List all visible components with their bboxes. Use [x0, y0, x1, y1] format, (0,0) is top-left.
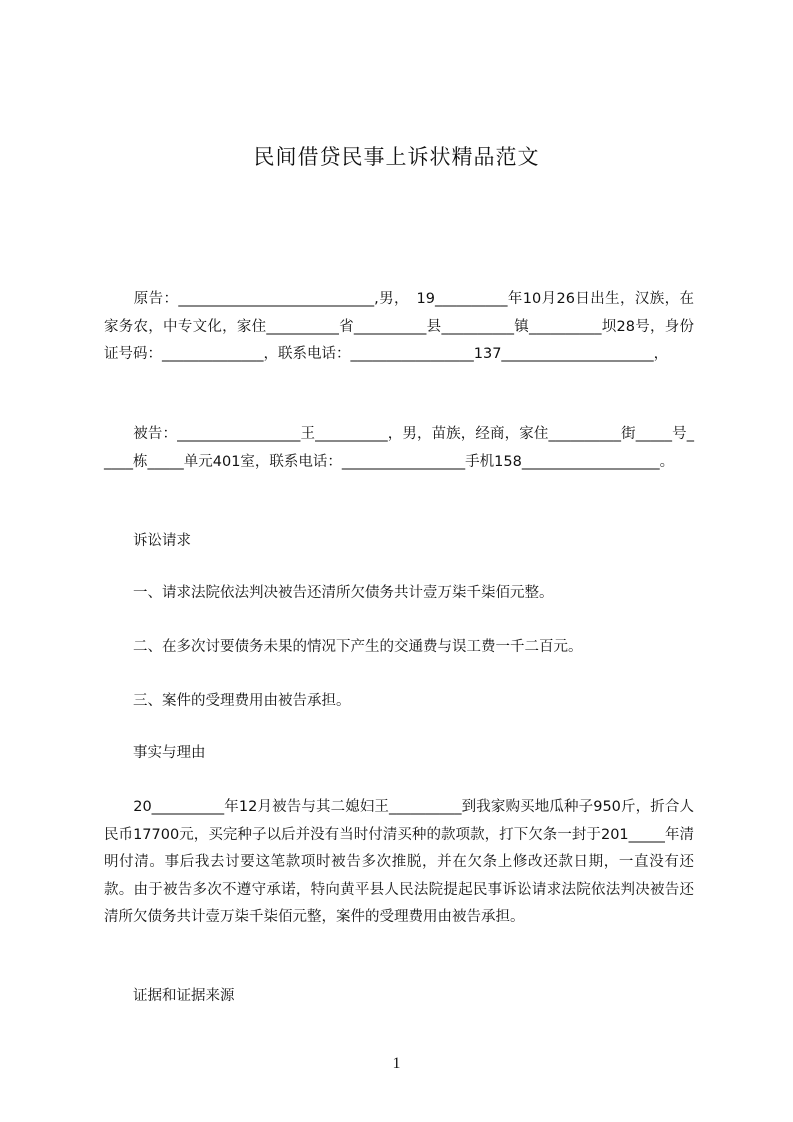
evidence-heading: 证据和证据来源	[104, 988, 235, 1004]
facts-paragraph: 20__________年12月被告与其二媳妇王__________到我家购买地瓜种子950斤，折合人民币17700元，买完种子以后并没有当时付清买种的款项款，打下欠条一封于201_____年清明付清。事后我去讨要这笔款项时被告多次推脱，并在欠条上修改还款日期，一直没有还款。由于被告多次不遵守承诺，特向黄平县人民法院提起民事诉讼请求法院依法判决被告还清所欠债务共计壹万柒千柒佰元整，案件的受理费用由被告承担。	[104, 799, 694, 925]
claim-item-3: 三、案件的受理费用由被告承担。	[104, 693, 351, 709]
page-title: 民间借贷民事上诉状精品范文	[253, 145, 540, 169]
claim-item-2: 二、在多次讨要债务未果的情况下产生的交通费与误工费一千二百元。	[104, 639, 583, 655]
plaintiff-paragraph: 原告：___________________________,男， 19__________年10月26日出生，汉族，在家务农，中专文化，家住__________省__________县__________镇__________坝28号，身份证号码：______________，联系电话：_________________137_____________________，	[104, 291, 694, 362]
claims-heading: 诉讼请求	[104, 533, 191, 549]
defendant-paragraph: 被告：_________________王__________，男，苗族，经商，家住__________街_____号_____栋_____单元401室，联系电话：_________________手机158___________________。	[104, 426, 694, 470]
claim-item-1: 一、请求法院依法判决被告还清所欠债务共计壹万柒千柒佰元整。	[104, 585, 554, 601]
page-number: 1	[392, 1055, 401, 1072]
facts-heading: 事实与理由	[104, 745, 206, 761]
